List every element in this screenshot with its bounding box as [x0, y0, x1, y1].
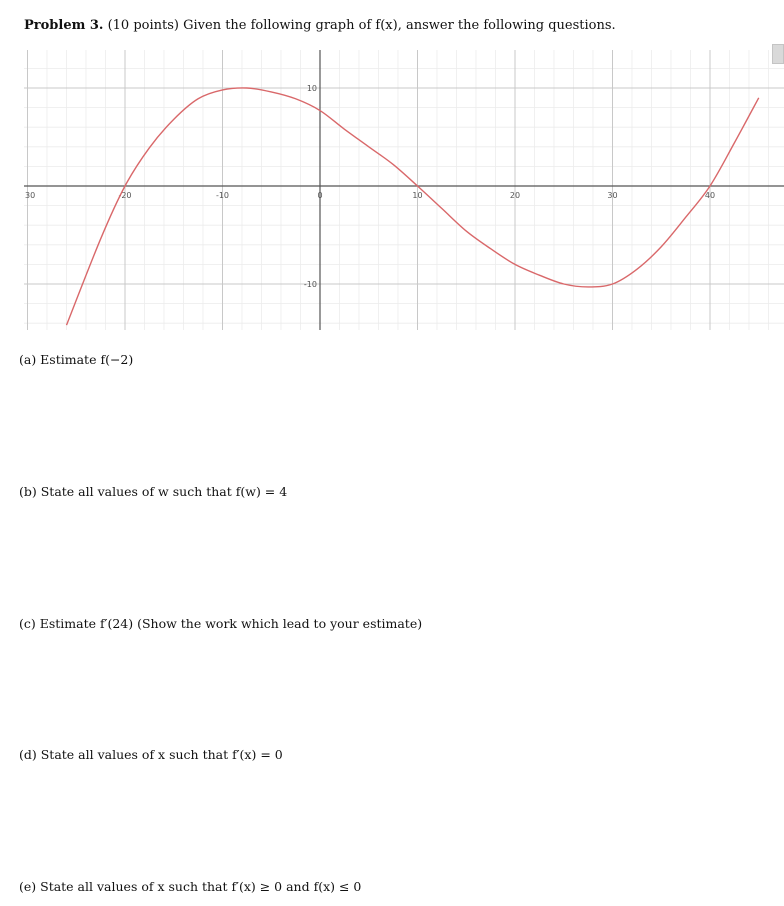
function-curve: [67, 88, 759, 325]
function-graph: [24, 50, 784, 330]
x-tick-label: 10: [412, 191, 423, 200]
x-tick-label: 30: [607, 191, 618, 200]
x-tick-label: 20: [509, 191, 521, 200]
axes: [24, 50, 784, 330]
problem-heading: [24, 18, 616, 33]
x-tick-label: -10: [215, 191, 230, 200]
question-b: (b) State all values of w such that f(w) = 4: [19, 484, 288, 499]
problem-text: (10 points) Given the following graph of f(x), answer the following questions.: [107, 18, 616, 33]
y-tick-label: -10: [303, 280, 317, 289]
x-tick-label: -20: [118, 191, 132, 200]
question-e: (e) State all values of x such that f′(x) ≥ 0 and f(x) ≤ 0: [19, 879, 362, 894]
problem-number: Problem 3.: [24, 18, 104, 33]
question-a: (a) Estimate f(−2): [19, 352, 134, 367]
minor-grid: [24, 50, 784, 330]
y-tick-label: 10: [306, 84, 317, 93]
x-tick-label: 40: [704, 191, 716, 200]
question-c: (c) Estimate f′(24) (Show the work which lead to your estimate): [19, 616, 423, 631]
x-tick-label: 0: [317, 191, 323, 200]
major-grid: [24, 50, 784, 330]
x-tick-label: 30: [25, 191, 36, 200]
question-d: (d) State all values of x such that f′(x) = 0: [19, 747, 283, 762]
